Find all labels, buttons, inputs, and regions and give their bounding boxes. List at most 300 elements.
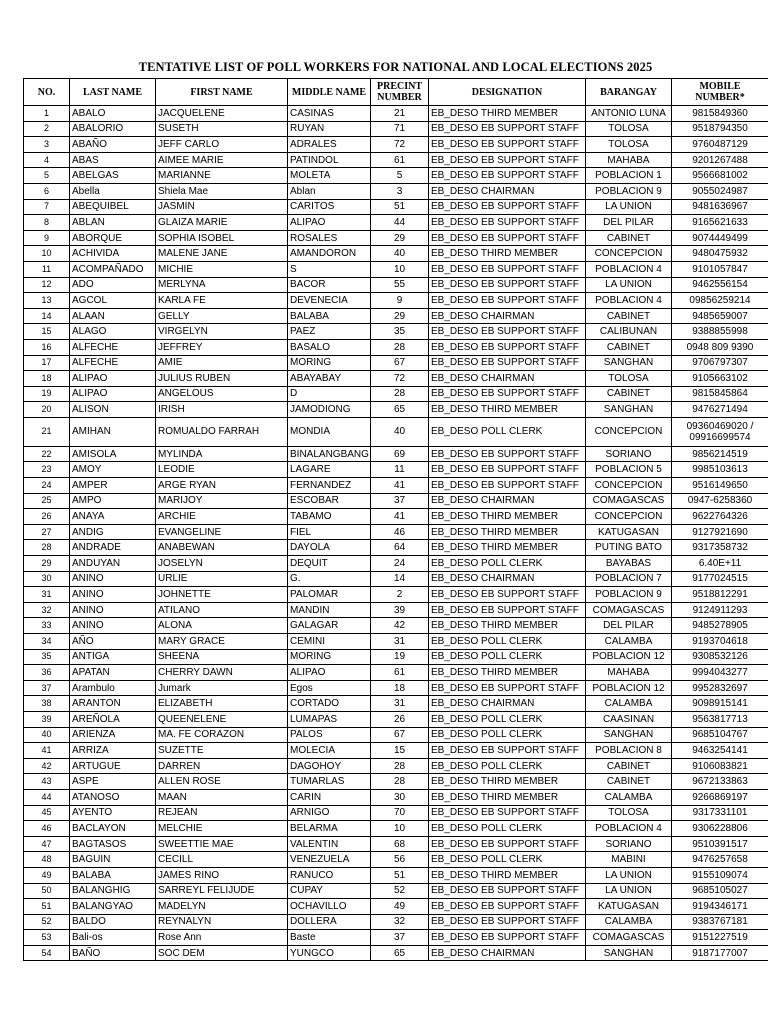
first-name-cell: VIRGELYN: [156, 324, 288, 340]
barangay-cell: MAHABA: [586, 152, 672, 168]
precinct-cell: 69: [371, 446, 429, 462]
middle-name-cell: CUPAY: [288, 883, 371, 899]
first-name-cell: MALENE JANE: [156, 246, 288, 262]
first-name-cell: Shiela Mae: [156, 183, 288, 199]
first-name-cell: SOC DEM: [156, 945, 288, 961]
designation-cell: EB_DESO THIRD MEMBER: [429, 524, 586, 540]
middle-name-cell: TUMARLAS: [288, 774, 371, 790]
first-name-cell: SOPHIA ISOBEL: [156, 230, 288, 246]
barangay-cell: POBLACION 4: [586, 293, 672, 309]
precinct-cell: 37: [371, 493, 429, 509]
mobile-number-cell: 9462556154: [672, 277, 768, 293]
last-name-cell: AMPER: [70, 478, 156, 494]
first-name-cell: REYNALYN: [156, 914, 288, 930]
first-name-cell: DARREN: [156, 758, 288, 774]
first-name-cell: MARY GRACE: [156, 634, 288, 650]
first-name-cell: ARGE RYAN: [156, 478, 288, 494]
barangay-cell: CABINET: [586, 758, 672, 774]
row-number: 7: [24, 199, 70, 215]
first-name-cell: Rose Ann: [156, 930, 288, 946]
designation-cell: EB_DESO EB SUPPORT STAFF: [429, 914, 586, 930]
precinct-cell: 65: [371, 402, 429, 418]
designation-cell: EB_DESO EB SUPPORT STAFF: [429, 462, 586, 478]
middle-name-cell: PAEZ: [288, 324, 371, 340]
middle-name-cell: YUNGCO: [288, 945, 371, 961]
barangay-cell: LA UNION: [586, 867, 672, 883]
column-header-last-name: LAST NAME: [70, 79, 156, 106]
middle-name-cell: LAGARE: [288, 462, 371, 478]
designation-cell: EB_DESO EB SUPPORT STAFF: [429, 121, 586, 137]
precinct-cell: 37: [371, 930, 429, 946]
designation-cell: EB_DESO CHAIRMAN: [429, 183, 586, 199]
first-name-cell: MICHIE: [156, 261, 288, 277]
last-name-cell: AREÑOLA: [70, 711, 156, 727]
mobile-number-cell: 9994043277: [672, 665, 768, 681]
precinct-cell: 41: [371, 478, 429, 494]
column-header-precinct-number: PRECINT NUMBER: [371, 79, 429, 106]
last-name-cell: ABLAN: [70, 215, 156, 231]
mobile-number-cell: 9306228806: [672, 821, 768, 837]
precinct-cell: 61: [371, 152, 429, 168]
middle-name-cell: CASINAS: [288, 106, 371, 122]
middle-name-cell: OCHAVILLO: [288, 899, 371, 915]
designation-cell: EB_DESO THIRD MEMBER: [429, 246, 586, 262]
first-name-cell: GLAIZA MARIE: [156, 215, 288, 231]
barangay-cell: CALAMBA: [586, 789, 672, 805]
mobile-number-cell: 9685105027: [672, 883, 768, 899]
mobile-number-cell: 9476271494: [672, 402, 768, 418]
middle-name-cell: FERNANDEZ: [288, 478, 371, 494]
precinct-cell: 51: [371, 867, 429, 883]
row-number: 21: [24, 417, 70, 446]
barangay-cell: DEL PILAR: [586, 215, 672, 231]
designation-cell: EB_DESO POLL CLERK: [429, 417, 586, 446]
middle-name-cell: S: [288, 261, 371, 277]
row-number: 43: [24, 774, 70, 790]
row-number: 24: [24, 478, 70, 494]
middle-name-cell: ALIPAO: [288, 215, 371, 231]
precinct-cell: 40: [371, 417, 429, 446]
first-name-cell: JEFFREY: [156, 339, 288, 355]
barangay-cell: CONCEPCION: [586, 478, 672, 494]
designation-cell: EB_DESO EB SUPPORT STAFF: [429, 277, 586, 293]
row-number: 13: [24, 293, 70, 309]
designation-cell: EB_DESO POLL CLERK: [429, 727, 586, 743]
row-number: 20: [24, 402, 70, 418]
designation-cell: EB_DESO EB SUPPORT STAFF: [429, 386, 586, 402]
mobile-number-cell: 0947-6258360: [672, 493, 768, 509]
designation-cell: EB_DESO EB SUPPORT STAFF: [429, 355, 586, 371]
row-number: 19: [24, 386, 70, 402]
designation-cell: EB_DESO CHAIRMAN: [429, 308, 586, 324]
table-row: [24, 774, 768, 790]
last-name-cell: ANDUYAN: [70, 556, 156, 572]
last-name-cell: ABALORIO: [70, 121, 156, 137]
table-row: [24, 308, 768, 324]
middle-name-cell: MANDIN: [288, 602, 371, 618]
barangay-cell: ANTONIO LUNA: [586, 106, 672, 122]
row-number: 46: [24, 821, 70, 837]
mobile-number-cell: 9106083821: [672, 758, 768, 774]
last-name-cell: Abella: [70, 183, 156, 199]
mobile-number-cell: 9518812291: [672, 587, 768, 603]
first-name-cell: KARLA FE: [156, 293, 288, 309]
barangay-cell: POBLACION 5: [586, 462, 672, 478]
middle-name-cell: DAGOHOY: [288, 758, 371, 774]
last-name-cell: AYENTO: [70, 805, 156, 821]
first-name-cell: SHEENA: [156, 649, 288, 665]
table-row: [24, 899, 768, 915]
mobile-number-cell: 9193704618: [672, 634, 768, 650]
first-name-cell: SUSETH: [156, 121, 288, 137]
first-name-cell: ROMUALDO FARRAH: [156, 417, 288, 446]
precinct-cell: 72: [371, 137, 429, 153]
table-row: [24, 852, 768, 868]
document-title: TENTATIVE LIST OF POLL WORKERS FOR NATIONAL AND LOCAL ELECTIONS 2025: [138, 60, 653, 74]
first-name-cell: IRISH: [156, 402, 288, 418]
row-number: 52: [24, 914, 70, 930]
barangay-cell: POBLACION 9: [586, 183, 672, 199]
precinct-cell: 21: [371, 106, 429, 122]
designation-cell: EB_DESO THIRD MEMBER: [429, 867, 586, 883]
table-row: [24, 867, 768, 883]
barangay-cell: CALAMBA: [586, 634, 672, 650]
precinct-cell: 55: [371, 277, 429, 293]
table-row: [24, 883, 768, 899]
precinct-cell: 10: [371, 821, 429, 837]
designation-cell: EB_DESO EB SUPPORT STAFF: [429, 215, 586, 231]
mobile-number-cell: 9672133863: [672, 774, 768, 790]
designation-cell: EB_DESO EB SUPPORT STAFF: [429, 168, 586, 184]
precinct-cell: 28: [371, 774, 429, 790]
designation-cell: EB_DESO EB SUPPORT STAFF: [429, 587, 586, 603]
designation-cell: EB_DESO POLL CLERK: [429, 556, 586, 572]
mobile-number-cell: 9563817713: [672, 711, 768, 727]
row-number: 33: [24, 618, 70, 634]
row-number: 11: [24, 261, 70, 277]
barangay-cell: CALAMBA: [586, 696, 672, 712]
designation-cell: EB_DESO CHAIRMAN: [429, 571, 586, 587]
row-number: 31: [24, 587, 70, 603]
mobile-number-cell: 9074449499: [672, 230, 768, 246]
mobile-number-cell: 9124911293: [672, 602, 768, 618]
mobile-number-cell: 6.40E+11: [672, 556, 768, 572]
row-number: 12: [24, 277, 70, 293]
designation-cell: EB_DESO THIRD MEMBER: [429, 618, 586, 634]
row-number: 4: [24, 152, 70, 168]
middle-name-cell: MONDIA: [288, 417, 371, 446]
mobile-number-cell: 9165621633: [672, 215, 768, 231]
table-row: [24, 509, 768, 525]
barangay-cell: KATUGASAN: [586, 524, 672, 540]
middle-name-cell: CARIN: [288, 789, 371, 805]
first-name-cell: SUZETTE: [156, 743, 288, 759]
barangay-cell: CONCEPCION: [586, 246, 672, 262]
middle-name-cell: DEVENECIA: [288, 293, 371, 309]
barangay-cell: TOLOSA: [586, 805, 672, 821]
table-row: [24, 324, 768, 340]
last-name-cell: Bali-os: [70, 930, 156, 946]
middle-name-cell: Egos: [288, 680, 371, 696]
first-name-cell: ANABEWAN: [156, 540, 288, 556]
barangay-cell: CABINET: [586, 339, 672, 355]
table-row: [24, 836, 768, 852]
last-name-cell: ANTIGA: [70, 649, 156, 665]
table-body: [24, 106, 768, 961]
first-name-cell: CECILL: [156, 852, 288, 868]
last-name-cell: ARTUGUE: [70, 758, 156, 774]
last-name-cell: ARANTON: [70, 696, 156, 712]
precinct-cell: 29: [371, 230, 429, 246]
table-row: [24, 618, 768, 634]
first-name-cell: JASMIN: [156, 199, 288, 215]
first-name-cell: MYLINDA: [156, 446, 288, 462]
designation-cell: EB_DESO EB SUPPORT STAFF: [429, 930, 586, 946]
last-name-cell: ALAAN: [70, 308, 156, 324]
table-row: [24, 137, 768, 153]
row-number: 23: [24, 462, 70, 478]
table-row: [24, 386, 768, 402]
first-name-cell: MADELYN: [156, 899, 288, 915]
barangay-cell: SORIANO: [586, 446, 672, 462]
designation-cell: EB_DESO EB SUPPORT STAFF: [429, 478, 586, 494]
table-row: [24, 540, 768, 556]
first-name-cell: SARREYL FELIJUDE: [156, 883, 288, 899]
table-row: [24, 696, 768, 712]
precinct-cell: 32: [371, 914, 429, 930]
barangay-cell: LA UNION: [586, 883, 672, 899]
mobile-number-cell: 9476257658: [672, 852, 768, 868]
mobile-number-cell: 9480475932: [672, 246, 768, 262]
last-name-cell: ABAÑO: [70, 137, 156, 153]
row-number: 9: [24, 230, 70, 246]
designation-cell: EB_DESO EB SUPPORT STAFF: [429, 883, 586, 899]
precinct-cell: 61: [371, 665, 429, 681]
first-name-cell: ANGELOUS: [156, 386, 288, 402]
table-row: [24, 215, 768, 231]
designation-cell: EB_DESO EB SUPPORT STAFF: [429, 446, 586, 462]
row-number: 8: [24, 215, 70, 231]
table-row: [24, 339, 768, 355]
mobile-number-cell: 9815849360: [672, 106, 768, 122]
row-number: 17: [24, 355, 70, 371]
precinct-cell: 40: [371, 246, 429, 262]
precinct-cell: 3: [371, 183, 429, 199]
last-name-cell: BALABA: [70, 867, 156, 883]
first-name-cell: MA. FE CORAZON: [156, 727, 288, 743]
precinct-cell: 15: [371, 743, 429, 759]
precinct-cell: 52: [371, 883, 429, 899]
table-row: [24, 106, 768, 122]
precinct-cell: 46: [371, 524, 429, 540]
barangay-cell: SANGHAN: [586, 402, 672, 418]
designation-cell: EB_DESO POLL CLERK: [429, 758, 586, 774]
precinct-cell: 39: [371, 602, 429, 618]
first-name-cell: Jumark: [156, 680, 288, 696]
first-name-cell: JACQUELENE: [156, 106, 288, 122]
middle-name-cell: BASALO: [288, 339, 371, 355]
designation-cell: EB_DESO POLL CLERK: [429, 634, 586, 650]
middle-name-cell: MORING: [288, 649, 371, 665]
mobile-number-cell: 9266869197: [672, 789, 768, 805]
row-number: 34: [24, 634, 70, 650]
precinct-cell: 44: [371, 215, 429, 231]
designation-cell: EB_DESO EB SUPPORT STAFF: [429, 339, 586, 355]
table-row: [24, 556, 768, 572]
designation-cell: EB_DESO EB SUPPORT STAFF: [429, 293, 586, 309]
middle-name-cell: D: [288, 386, 371, 402]
table-row: [24, 199, 768, 215]
barangay-cell: TOLOSA: [586, 121, 672, 137]
precinct-cell: 64: [371, 540, 429, 556]
barangay-cell: POBLACION 9: [586, 587, 672, 603]
designation-cell: EB_DESO THIRD MEMBER: [429, 774, 586, 790]
table-row: [24, 727, 768, 743]
first-name-cell: CHERRY DAWN: [156, 665, 288, 681]
table-row: [24, 634, 768, 650]
precinct-cell: 72: [371, 371, 429, 387]
column-header-mobile-number: MOBILE NUMBER*: [672, 79, 768, 106]
precinct-cell: 35: [371, 324, 429, 340]
first-name-cell: GELLY: [156, 308, 288, 324]
row-number: 39: [24, 711, 70, 727]
first-name-cell: QUEENELENE: [156, 711, 288, 727]
last-name-cell: ABEQUIBEL: [70, 199, 156, 215]
row-number: 47: [24, 836, 70, 852]
barangay-cell: BAYABAS: [586, 556, 672, 572]
mobile-number-cell: 9194346171: [672, 899, 768, 915]
barangay-cell: CABINET: [586, 308, 672, 324]
row-number: 25: [24, 493, 70, 509]
middle-name-cell: CEMINI: [288, 634, 371, 650]
mobile-number-cell: 9098915141: [672, 696, 768, 712]
row-number: 22: [24, 446, 70, 462]
table-row: [24, 914, 768, 930]
mobile-number-cell: 9566681002: [672, 168, 768, 184]
row-number: 45: [24, 805, 70, 821]
barangay-cell: POBLACION 12: [586, 680, 672, 696]
middle-name-cell: BACOR: [288, 277, 371, 293]
designation-cell: EB_DESO POLL CLERK: [429, 711, 586, 727]
row-number: 50: [24, 883, 70, 899]
designation-cell: EB_DESO EB SUPPORT STAFF: [429, 680, 586, 696]
middle-name-cell: CORTADO: [288, 696, 371, 712]
row-number: 41: [24, 743, 70, 759]
mobile-number-cell: 9760487129: [672, 137, 768, 153]
barangay-cell: SORIANO: [586, 836, 672, 852]
row-number: 2: [24, 121, 70, 137]
table-row: [24, 246, 768, 262]
precinct-cell: 65: [371, 945, 429, 961]
precinct-cell: 28: [371, 758, 429, 774]
last-name-cell: ABORQUE: [70, 230, 156, 246]
table-row: [24, 417, 768, 446]
middle-name-cell: DEQUIT: [288, 556, 371, 572]
middle-name-cell: RANUCO: [288, 867, 371, 883]
last-name-cell: BALANGHIG: [70, 883, 156, 899]
designation-cell: EB_DESO THIRD MEMBER: [429, 509, 586, 525]
middle-name-cell: VALENTIN: [288, 836, 371, 852]
barangay-cell: CABINET: [586, 230, 672, 246]
middle-name-cell: BINALANGBANG: [288, 446, 371, 462]
barangay-cell: COMAGASCAS: [586, 493, 672, 509]
mobile-number-cell: 9055024987: [672, 183, 768, 199]
table-row: [24, 821, 768, 837]
last-name-cell: AMOY: [70, 462, 156, 478]
last-name-cell: ANDIG: [70, 524, 156, 540]
row-number: 37: [24, 680, 70, 696]
designation-cell: EB_DESO EB SUPPORT STAFF: [429, 261, 586, 277]
middle-name-cell: LUMAPAS: [288, 711, 371, 727]
table-row: [24, 758, 768, 774]
barangay-cell: PUTING BATO: [586, 540, 672, 556]
barangay-cell: TOLOSA: [586, 137, 672, 153]
designation-cell: EB_DESO THIRD MEMBER: [429, 106, 586, 122]
middle-name-cell: JAMODIONG: [288, 402, 371, 418]
mobile-number-cell: 9518794350: [672, 121, 768, 137]
middle-name-cell: GALAGAR: [288, 618, 371, 634]
middle-name-cell: AMANDORON: [288, 246, 371, 262]
row-number: 28: [24, 540, 70, 556]
last-name-cell: ANINO: [70, 587, 156, 603]
middle-name-cell: PALOMAR: [288, 587, 371, 603]
row-number: 18: [24, 371, 70, 387]
last-name-cell: BALDO: [70, 914, 156, 930]
row-number: 6: [24, 183, 70, 199]
mobile-number-cell: 9510391517: [672, 836, 768, 852]
row-number: 40: [24, 727, 70, 743]
poll-workers-table: [23, 78, 768, 961]
mobile-number-cell: 9317331101: [672, 805, 768, 821]
table-row: [24, 277, 768, 293]
table-row: [24, 168, 768, 184]
barangay-cell: COMAGASCAS: [586, 930, 672, 946]
last-name-cell: ABAS: [70, 152, 156, 168]
last-name-cell: Arambulo: [70, 680, 156, 696]
designation-cell: EB_DESO THIRD MEMBER: [429, 665, 586, 681]
mobile-number-cell: 9317358732: [672, 540, 768, 556]
designation-cell: EB_DESO EB SUPPORT STAFF: [429, 743, 586, 759]
precinct-cell: 10: [371, 261, 429, 277]
middle-name-cell: MOLECIA: [288, 743, 371, 759]
last-name-cell: ADO: [70, 277, 156, 293]
row-number: 48: [24, 852, 70, 868]
last-name-cell: ANAYA: [70, 509, 156, 525]
last-name-cell: ANINO: [70, 571, 156, 587]
table-row: [24, 743, 768, 759]
row-number: 36: [24, 665, 70, 681]
last-name-cell: ABELGAS: [70, 168, 156, 184]
last-name-cell: BAGTASOS: [70, 836, 156, 852]
last-name-cell: ATANOSO: [70, 789, 156, 805]
row-number: 44: [24, 789, 70, 805]
barangay-cell: LA UNION: [586, 277, 672, 293]
designation-cell: EB_DESO EB SUPPORT STAFF: [429, 152, 586, 168]
first-name-cell: MAAN: [156, 789, 288, 805]
table-row: [24, 571, 768, 587]
row-number: 1: [24, 106, 70, 122]
precinct-cell: 19: [371, 649, 429, 665]
designation-cell: EB_DESO EB SUPPORT STAFF: [429, 805, 586, 821]
precinct-cell: 56: [371, 852, 429, 868]
row-number: 54: [24, 945, 70, 961]
row-number: 29: [24, 556, 70, 572]
table-row: [24, 183, 768, 199]
mobile-number-cell: 9485659007: [672, 308, 768, 324]
barangay-cell: POBLACION 7: [586, 571, 672, 587]
middle-name-cell: G.: [288, 571, 371, 587]
barangay-cell: MABINI: [586, 852, 672, 868]
